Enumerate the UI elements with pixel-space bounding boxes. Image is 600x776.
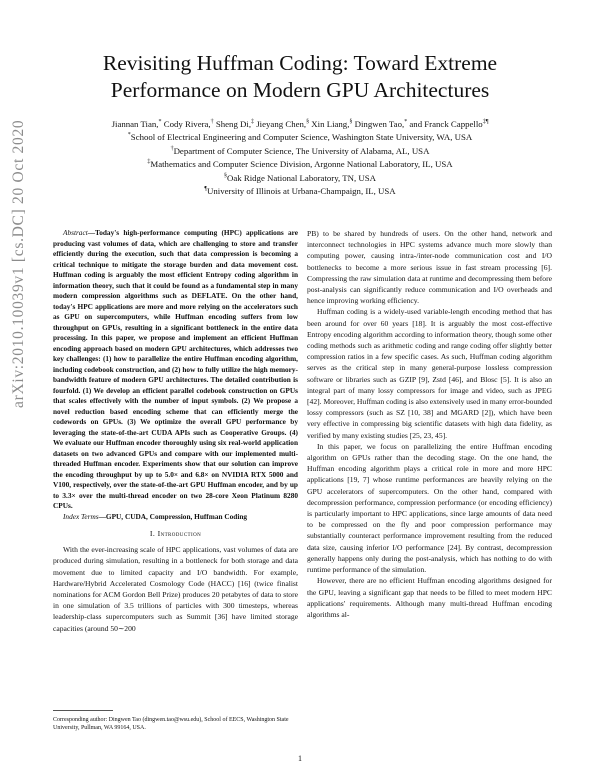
author-name: Cody Rivera,: [163, 119, 211, 129]
paper-title: [40, 50, 560, 104]
section-heading: I. Introduction: [149, 529, 202, 538]
author-mark: *: [404, 119, 408, 126]
affiliation-mark: †: [170, 145, 174, 152]
paragraph: Huffman coding is a widely-used variable-length encoding method that has been around for over 60 years [18]. It is arguably the most cost-effective Entropy encoding algorithm according to information theory, though some other coding methods such as arithmetic coding and range coding offer slightly better compression ratios in a few specific cases. As such, Huffman coding algorithm serves as the critical step in many general-purpose lossless compression software or libraries such as GZIP [9], Zstd [46], and Blosc [5]. It is also an integral part of many lossy compressors for image and video, such as JPEG [42]. Moreover, Huffman coding is also extensively used in many error-bounded lossy compressors (such as SZ [10, 38] and MGARD [2]), which have been very effective in compressing big scientific datasets with high data fidelity, as verified by many existing studies [25, 23, 45].: [307, 307, 552, 440]
title-line-2: Performance on Modern GPU Architectures: [110, 78, 490, 102]
left-column: [53, 228, 298, 634]
author-mark: §: [306, 119, 310, 126]
paragraph: With the ever-increasing scale of HPC applications, vast volumes of data are produced during simulation, resulting in a bottleneck for both storage and data movement due to limited capacity and I/O bandwidth. For example, Hardware/Hybrid Accelerated Cosmology Code (HACC) [16] (twice finalist nominations for ACM Gordon Bell Prize) produces 20 petabytes of data to store in one simulation of 3.5 trillions of particles with 300 timesteps, whereas leadership-class supercomputers such as Summit [36] have limited storage capacities (around 50∼200: [53, 545, 298, 633]
page-number: 1: [298, 754, 302, 763]
paragraph: In this paper, we focus on parallelizing the entire Huffman encoding algorithm on GPUs rather than the decoding stage. On the one hand, the Huffman encoding algorithm plays a critical role in more and more HPC applications [19, 7] whose runtime performances are heavily relying on the GPU accelerators of supercomputers. On the other hand, compared with decompression performance, compression performance (or encoding efficiency) is particularly important to HPC applications, since large amounts of data need to be compressed on the fly and poor compression performance may substantially counteract performance improvement resulting from the reduced data size, causing inferior I/O performance [24]. By contrast, decompression generally happens only during the post-analysis, which has nothing to do with runtime performance of the simulation.: [307, 441, 552, 575]
affiliation-text: Oak Ridge National Laboratory, TN, USA: [226, 172, 377, 183]
affiliation: [50, 172, 550, 186]
abstract-text: Today's high-performance computing (HPC) applications are producing vast volumes of data, which are challenging to store and transfer efficiently during the execution, such that data compression is becoming a critical technique to mitigate the storage burden and data movement cost. Huffman coding is arguably the most efficient Entropy coding algorithm in information theory, such that it could be found as a fundamental step in many modern compression algorithms such as DEFLATE. On the other hand, today's HPC applications are more and more relying on the accelerators such as GPU on supercomputers, while Huffman encoding suffers from low throughput on GPUs, resulting in a significant bottleneck in the entire data processing. In this paper, we propose and implement an efficient Huffman encoding approach based on modern GPU architectures, which addresses two key challenges: (1) how to parallelize the entire Huffman encoding algorithm, including codebook construction, and (2) how to fully utilize the high memory-bandwidth feature of modern GPU architectures. The detailed contribution is fourfold. (1) We develop an efficient parallel codebook construction on GPUs that scales effectively with the number of input symbols. (2) We propose a novel reduction based encoding scheme that can efficiently merge the codewords on GPUs. (3) We optimize the overall GPU performance by leveraging the state-of-the-art CUDA APIs such as Cooperative Groups. (4) We evaluate our Huffman encoder thoroughly using six real-world application datasets on two advanced GPUs and compare with our implemented multi-threaded Huffman encoder. Experiments show that our solution can improve the encoding throughput by up to 5.0× and 6.8× on NVIDIA RTX 5000 and V100, respectively, over the state-of-the-art GPU Huffman encoder, and by up to 3.3× over the multi-thread encoder on two 28-core Xeon Platinum 8280 CPUs.: [53, 228, 298, 510]
abstract-dash: —: [87, 228, 96, 237]
author-mark: *: [158, 119, 162, 126]
title-line-1: Revisiting Huffman Coding: Toward Extreme: [102, 51, 498, 75]
affiliation-mark: §: [223, 172, 227, 179]
affiliation: [50, 158, 550, 172]
author-name: Xin Liang,: [311, 119, 350, 129]
affiliation-list: [50, 131, 550, 199]
author-mark: †: [210, 119, 214, 126]
affiliation-mark: ‡: [147, 159, 151, 166]
abstract-label: Abstract: [63, 228, 88, 237]
author-mark: §: [349, 119, 353, 126]
author-list: [50, 118, 550, 131]
paragraph: PB) to be shared by hundreds of users. On the other hand, network and interconnect technologies in HPC systems advance much more slowly than computing power, causing intra-/inter-node communication cost and I/O bottlenecks to become a more serious issue in fast stream processing [6]. Compressing the raw simulation data at runtime and decompressing them before post-analysis can significantly reduce communication and I/O overheads and hence improving working efficiency.: [307, 229, 552, 306]
affiliation-mark: ¶: [204, 186, 208, 193]
affiliation: [50, 131, 550, 145]
index-terms-dash: —: [98, 511, 106, 521]
index-terms: [53, 512, 298, 523]
paragraph: However, there are no efficient Huffman encoding algorithms designed for the GPU, leaving a significant gap that needs to be filled to meet modern HPC applications' requirements. Although many multi-thread Huffman encoding algorithms al-: [307, 576, 552, 619]
footnote: Corresponding author: Dingwen Tao (dingwen.tao@wsu.edu), School of EECS, Washington State University, Pullman, WA 99164, USA.: [53, 717, 289, 732]
author-name: Dingwen Tao,: [354, 119, 405, 129]
author-name: and Franck Cappello: [409, 119, 483, 129]
affiliation-text: Department of Computer Science, The University of Alabama, AL, USA: [173, 145, 430, 156]
author-mark: ‡¶: [482, 119, 489, 126]
author-name: Sheng Di,: [215, 119, 252, 129]
right-column: [307, 228, 552, 620]
affiliation-text: University of Illinois at Urbana-Champaign, IL, USA: [207, 186, 396, 196]
affiliation: [50, 145, 550, 159]
author-name: Jieyang Chen,: [256, 119, 307, 129]
abstract: [53, 228, 298, 512]
affiliation: [50, 185, 550, 199]
affiliation-mark: *: [127, 132, 131, 139]
arxiv-stamp: arXiv:2010.10039v1 [cs.DC] 20 Oct 2020: [10, 119, 27, 408]
author-name: Jiannan Tian,: [111, 119, 159, 129]
author-mark: ‡: [251, 119, 255, 126]
index-terms-label: Index Terms: [63, 511, 99, 521]
affiliation-text: School of Electrical Engineering and Computer Science, Washington State University, WA, USA: [130, 132, 473, 142]
affiliation-text: Mathematics and Computer Science Division, Argonne National Laboratory, IL, USA: [150, 159, 453, 169]
index-terms-text: GPU, CUDA, Compression, Huffman Coding: [105, 511, 248, 521]
footnote-rule: [53, 710, 113, 711]
